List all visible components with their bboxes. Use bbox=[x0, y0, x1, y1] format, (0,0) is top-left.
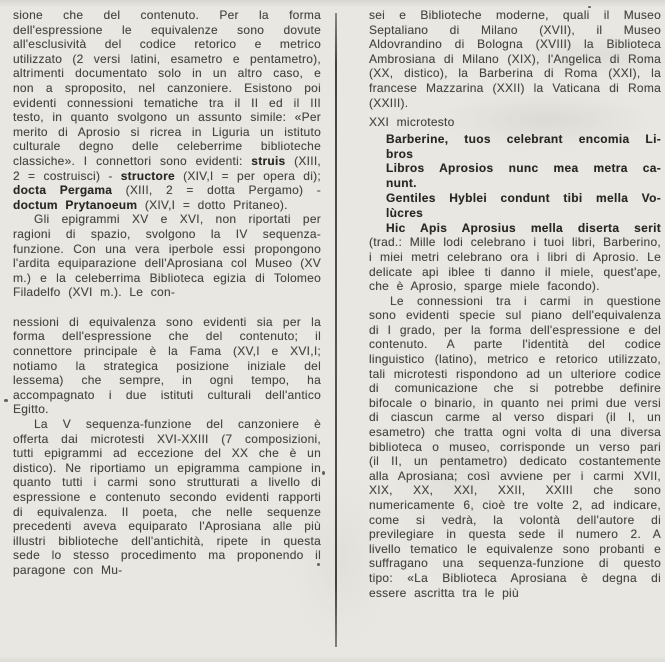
bold-term: struis bbox=[251, 153, 286, 168]
text-run: (XIV,I = per opera di); bbox=[174, 168, 321, 183]
text-run: (trad.: Mille lodi celebrano i tuoi libri, Barberino, i miei metri celebrano ora i libri di Aprosio. Le delicate api iblee ti danno il miele, quest'ape, che è Aprosio, sparge miele facondo). bbox=[369, 235, 661, 294]
bold-term: docta Pergama bbox=[13, 183, 113, 198]
text-run: (XIII, 2 = dotta Pergamo) - bbox=[112, 183, 321, 198]
section-label bbox=[369, 115, 661, 130]
text-run: La V sequenza-funzione del canzoniere è offerta dai microtesti XVI-XXIII (7 composizioni, tutti epigrammi ad eccezione del XX che è un distico). Ne riportiamo un epigramma campione in quanto tutti i carmi sono strutturati a livello di espressione e contenuto secondo evidenti rapporti di equivalenza. Il poeta, che nelle sequenze precedenti aveva equiparato l'Aprosiana alle più illustri biblioteche dell'antichità, ripete in questa sede lo stesso procedimento ma proponendo il paragone con Mu- bbox=[13, 417, 321, 577]
verse-line: nunt. bbox=[386, 176, 417, 191]
paragraph bbox=[13, 315, 321, 417]
paragraph bbox=[369, 8, 661, 110]
text-column-left bbox=[13, 8, 321, 578]
verse-line: lùcres bbox=[386, 205, 424, 220]
paragraph bbox=[13, 212, 321, 300]
paragraph-gap bbox=[13, 300, 321, 315]
bold-term: doctum Prytanoeum bbox=[13, 197, 138, 212]
column-divider-rule bbox=[335, 13, 337, 647]
verse-line: Gentiles Hyblei condunt tibi mella Vo- bbox=[386, 190, 661, 205]
text-run: Gli epigrammi XV e XVI, non riportati per ragioni di spazio, svolgono la IV sequenza-funzione. Con una vera iperbole essi propongono l'ardita equiparazione dell'Aprosiana col Museo (XV m.) e la celeberrima Biblioteca egizia di Tolomeo Filadelfo (XVI m.). Le con- bbox=[13, 212, 321, 300]
text-run: (XIII, 2 = costruisci) - bbox=[13, 153, 322, 183]
text-column-right bbox=[369, 8, 661, 600]
scan-speck bbox=[4, 399, 8, 402]
scan-speck bbox=[322, 471, 325, 475]
scan-speck bbox=[317, 563, 320, 566]
text-run: sei e Biblioteche moderne, quali il Museo Septaliano di Milano (XVII), il Museo Aldovrandino di Bologna (XVIII) la Biblioteca Ambrosiana di Milano (XIX), l'Angelica di Roma (XX, distico), la Barberina di Roma (XXI), la francese Mazzarina (XXII) la Vaticana di Roma (XXIII). bbox=[369, 8, 661, 110]
verse-line: Barberine, tuos celebrant encomia Li- bbox=[386, 131, 661, 146]
text-run: (XIV,I = dotto Pritaneo). bbox=[137, 197, 288, 212]
bold-term: structore bbox=[120, 168, 175, 183]
text-run: sione che del contenuto. Per la forma dell'espressione le equivalenze sono dovute all'esclusività del codice retorico e metrico utilizzato (2 versi latini, esametro e pentametro), altrimenti documentato solo in un altro caso, e non a sproposito, nel canzoniere. Esistono poi evidenti connessioni tematiche tra il II ed il III testo, in quanto svolgono un assunto simile: «Per merito di Aprosio si ricrea in Liguria un istituto culturale degno delle celeberrime biblioteche classiche». I connettori sono evidenti: bbox=[13, 8, 321, 168]
text-run: nessioni di equivalenza sono evidenti sia per la forma dell'espressione che del contenuto; il connettore principale è la Fama (XV,I e XVI,I; notiamo la strategica posizione iniziale del lessema) che sempre, in ogni tempo, ha accompagnato i due istituti culturali dell'antico Egitto. bbox=[13, 314, 321, 417]
text-run: Le connessioni tra i carmi in questione sono evidenti specie sul piano dell'equivalenza di I grado, per la forma dell'espressione e del contenuto. A parte l'identità del codice linguistico (latino), metrico e retorico utilizzato, tali microtesti rispondono ad un ulteriore codice di comunicazione che si potrebbe definire bifocale o binario, in quanto nei primi due versi di ciascun carme al verso dispari (il I, un esametro) che tratta ogni volta di una diversa biblioteca o museo, corrisponde un verso pari (il II, un pentametro) dedicato costantemente alla Aprosiana; così avviene per i carmi XVII, XIX, XX, XXI, XXII, XXIII che sono numericamente 6, cioè tre volte 2, ad indicare, come si vedrà, la volontà dell'autore di previlegiare in questa sede il numero 2. A livello tematico le equivalenze sono probanti e suffragano una sequenza-funzione di questo tipo: «La Biblioteca Aprosiana è degna di essere ascritta tra le più bbox=[369, 293, 661, 600]
verse-line: bros bbox=[386, 146, 414, 161]
paragraph bbox=[369, 235, 661, 293]
paragraph bbox=[13, 417, 321, 578]
scan-speck bbox=[588, 6, 591, 8]
verse-line: Libros Aprosios nunc mea metra ca- bbox=[386, 161, 661, 176]
text-run: XXI microtesto bbox=[369, 115, 455, 130]
paragraph bbox=[369, 294, 661, 600]
paragraph bbox=[13, 8, 321, 212]
verse-block bbox=[386, 132, 661, 236]
verse-line: Hic Apis Aprosius mella diserta serit bbox=[386, 220, 661, 235]
